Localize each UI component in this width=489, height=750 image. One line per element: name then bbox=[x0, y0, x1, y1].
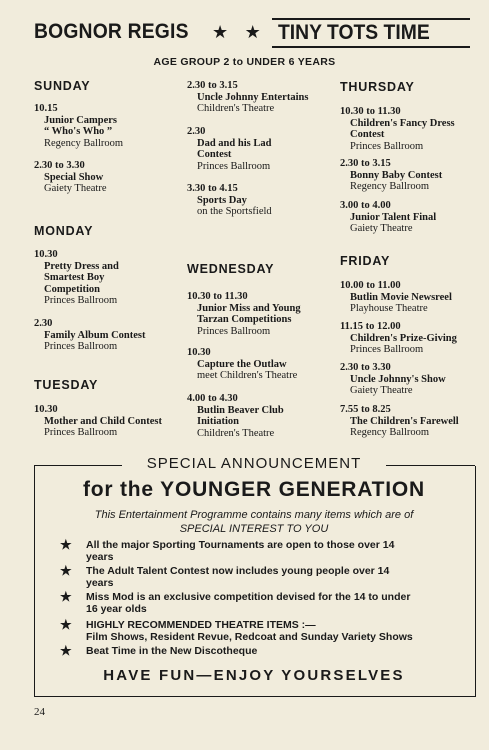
page-header bbox=[34, 18, 474, 48]
event-time: 10.30 to 11.30 bbox=[340, 106, 401, 117]
star-bullet-icon: ★ bbox=[60, 537, 72, 552]
bullet-item: ★ Beat Time in the New Discotheque bbox=[60, 643, 258, 658]
event-wednesday-1 bbox=[187, 291, 301, 337]
bullet-item: ★ All the major Sporting Tournaments are open to those over 14 years bbox=[60, 537, 395, 563]
event-friday-2 bbox=[340, 321, 457, 356]
event-venue: Regency Ballroom bbox=[350, 181, 430, 192]
event-tuesday-1 bbox=[34, 404, 162, 439]
event-time: 2.30 bbox=[187, 126, 206, 137]
star-bullet-icon: ★ bbox=[60, 563, 72, 578]
event-name: Junior Talent Final bbox=[350, 211, 437, 223]
event-name: Butlin Movie Newsreel bbox=[350, 291, 452, 303]
event-time: 3.30 to 4.15 bbox=[187, 183, 238, 194]
event-col2-1 bbox=[187, 80, 308, 115]
event-monday-2 bbox=[34, 318, 146, 353]
event-time: 4.00 to 4.30 bbox=[187, 393, 238, 404]
event-name: Bonny Baby Contest bbox=[350, 169, 443, 181]
header-stars-icon: ★ ★ bbox=[212, 22, 267, 42]
event-name: Contest bbox=[350, 129, 385, 140]
event-venue: on the Sportsfield bbox=[197, 206, 272, 217]
star-bullet-icon: ★ bbox=[60, 589, 72, 604]
event-name: Sports Day bbox=[197, 194, 247, 206]
event-name: Uncle Johnny's Show bbox=[350, 373, 446, 385]
event-time: 10.15 bbox=[34, 103, 58, 114]
event-name: Mother and Child Contest bbox=[44, 415, 162, 427]
event-name: Butlin Beaver Club bbox=[197, 404, 284, 416]
event-venue: Playhouse Theatre bbox=[350, 303, 428, 314]
event-time: 10.30 to 11.30 bbox=[187, 291, 248, 302]
day-monday: MONDAY bbox=[34, 224, 94, 238]
event-thursday-3 bbox=[340, 200, 436, 235]
event-thursday-1 bbox=[340, 106, 455, 152]
section-title: TINY TOTS TIME bbox=[278, 21, 430, 44]
day-friday: FRIDAY bbox=[340, 254, 391, 268]
announcement-headline: for the YOUNGER GENERATION bbox=[82, 478, 426, 501]
event-venue: Gaiety Theatre bbox=[44, 183, 107, 194]
event-thursday-2 bbox=[340, 158, 442, 193]
closing-slogan: HAVE FUN—ENJOY YOURSELVES bbox=[103, 667, 405, 684]
age-group: AGE GROUP 2 to UNDER 6 YEARS bbox=[153, 56, 336, 68]
event-name: Children's Fancy Dress bbox=[350, 117, 455, 129]
day-wednesday: WEDNESDAY bbox=[187, 262, 275, 276]
event-name: Initiation bbox=[197, 416, 240, 427]
event-name: Contest bbox=[197, 149, 232, 160]
event-name: The Children's Farewell bbox=[350, 415, 459, 427]
event-name: Competition bbox=[44, 283, 100, 295]
event-time: 2.30 to 3.30 bbox=[340, 362, 391, 373]
announcement-intro bbox=[0, 508, 489, 536]
event-venue: Regency Ballroom bbox=[44, 137, 124, 149]
event-friday-1 bbox=[340, 280, 452, 315]
event-name: Dad and his Lad bbox=[197, 137, 272, 149]
day-tuesday: TUESDAY bbox=[34, 378, 99, 392]
page-number: 24 bbox=[34, 706, 45, 718]
event-time: 10.30 bbox=[187, 347, 211, 358]
event-col2-2 bbox=[187, 126, 271, 172]
intro-line-1: This Entertainment Programme contains many items which are of bbox=[94, 509, 414, 521]
event-time: 2.30 to 3.15 bbox=[187, 80, 238, 91]
day-thursday: THURSDAY bbox=[340, 80, 415, 94]
event-name: Special Show bbox=[44, 171, 104, 183]
event-time: 3.00 to 4.00 bbox=[340, 200, 391, 211]
event-venue: Princes Ballroom bbox=[44, 295, 118, 306]
event-venue: Princes Ballroom bbox=[197, 160, 271, 172]
event-monday-1 bbox=[34, 249, 119, 307]
event-venue: Princes Ballroom bbox=[350, 344, 424, 355]
event-venue: Princes Ballroom bbox=[350, 140, 424, 152]
event-time: 7.55 to 8.25 bbox=[340, 404, 391, 415]
event-time: 10.30 bbox=[34, 404, 58, 415]
event-venue: Gaiety Theatre bbox=[350, 385, 413, 396]
star-bullet-icon: ★ bbox=[60, 617, 72, 632]
event-time: 10.00 to 11.00 bbox=[340, 280, 401, 291]
day-sunday: SUNDAY bbox=[34, 79, 91, 93]
event-wednesday-3 bbox=[187, 393, 284, 439]
event-venue: Children's Theatre bbox=[197, 103, 275, 114]
event-name: Family Album Contest bbox=[44, 329, 146, 341]
event-time: 10.30 bbox=[34, 249, 58, 260]
section-title-box bbox=[272, 18, 470, 48]
event-name: Children's Prize-Giving bbox=[350, 332, 457, 344]
event-venue: Princes Ballroom bbox=[44, 427, 118, 438]
event-venue: Princes Ballroom bbox=[197, 325, 271, 337]
event-venue: Children's Theatre bbox=[197, 427, 275, 439]
event-venue: Gaiety Theatre bbox=[350, 223, 413, 234]
event-time: 11.15 to 12.00 bbox=[340, 321, 401, 332]
event-sunday-2 bbox=[34, 160, 106, 195]
event-time: 2.30 to 3.15 bbox=[340, 158, 391, 169]
intro-line-2: SPECIAL INTEREST TO YOU bbox=[179, 523, 329, 535]
event-time: 2.30 to 3.30 bbox=[34, 160, 85, 171]
event-venue: meet Children's Theatre bbox=[197, 370, 298, 381]
event-col2-3 bbox=[187, 183, 272, 218]
event-name: Junior Campers bbox=[44, 114, 118, 126]
event-friday-3 bbox=[340, 362, 446, 397]
location-title: BOGNOR REGIS bbox=[34, 20, 189, 43]
event-venue: Regency Ballroom bbox=[350, 427, 430, 438]
event-name: “ Who's Who ” bbox=[44, 126, 113, 137]
event-name: Tarzan Competitions bbox=[197, 314, 292, 325]
event-name: Capture the Outlaw bbox=[197, 358, 287, 370]
event-time: 2.30 bbox=[34, 318, 53, 329]
event-name: Smartest Boy bbox=[44, 272, 105, 283]
event-friday-4 bbox=[340, 404, 459, 439]
bullet-item: ★ HIGHLY RECOMMENDED THEATRE ITEMS :— Film Shows, Resident Revue, Redcoat and Sunday Variety Shows bbox=[60, 617, 413, 643]
event-name: Uncle Johnny Entertains bbox=[197, 91, 309, 103]
announcement-title: SPECIAL ANNOUNCEMENT bbox=[146, 455, 362, 472]
event-name: Junior Miss and Young bbox=[197, 302, 301, 314]
event-venue: Princes Ballroom bbox=[44, 341, 118, 352]
event-wednesday-2 bbox=[187, 347, 297, 382]
event-name: Pretty Dress and bbox=[44, 260, 119, 272]
bullet-item: ★ The Adult Talent Contest now includes young people over 14 years bbox=[60, 563, 390, 589]
event-sunday-1 bbox=[34, 103, 123, 149]
star-bullet-icon: ★ bbox=[60, 643, 72, 658]
bullet-item: ★ Miss Mod is an exclusive competition devised for the 14 to under 16 year olds bbox=[60, 589, 411, 615]
